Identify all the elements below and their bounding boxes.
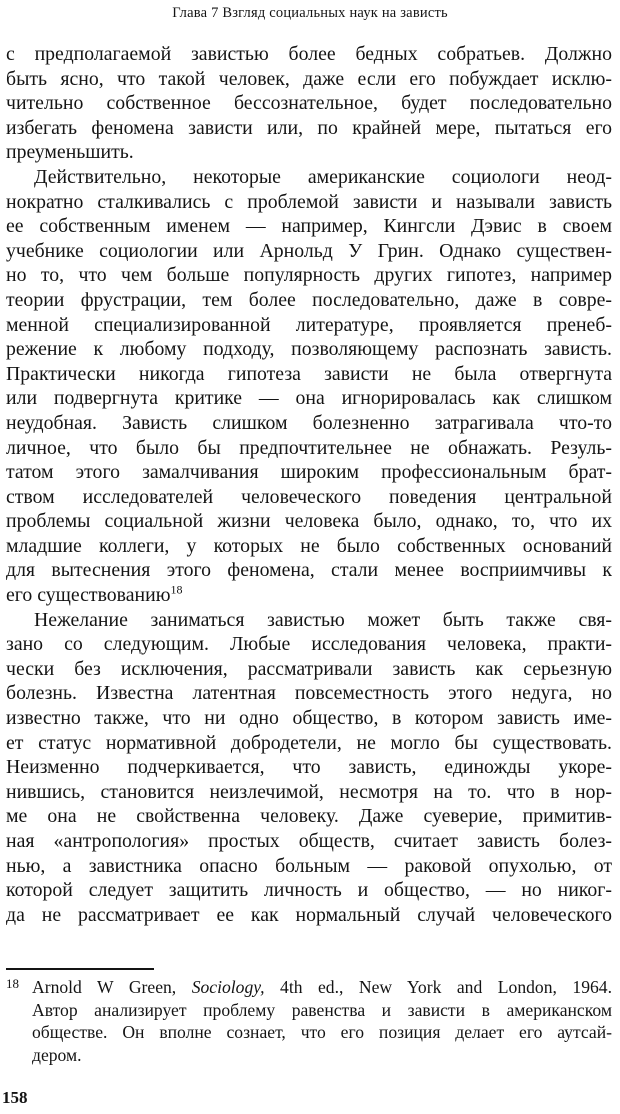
text-line: но то, что чем больше популярность других гипотез, например — [6, 264, 612, 287]
text-line: которой следует защитить личность и общество, — но никог- — [6, 879, 612, 902]
text-line: ством исследователей человеческого поведения центральной — [6, 485, 612, 508]
text-line: нократно сталкивались с проблемой зависти и называли зависть — [6, 190, 612, 213]
footnote-line: дером. — [32, 1044, 82, 1065]
paragraph-3 — [6, 608, 612, 928]
text-line: зано со следующим. Любые исследования человека, практи- — [6, 633, 612, 656]
text-line: нившись, становится неизлечимой, несмотря на то. что в нор- — [6, 780, 612, 803]
text-line: преуменьшить. — [6, 141, 134, 164]
text-line: чески без исключения, рассматривали зависть как серьезную — [6, 657, 612, 680]
text-line: Действительно, некоторые американские социологи неод- — [34, 165, 612, 188]
footnote-edition: 4th ed., New York and London, 1964. — [264, 977, 612, 997]
text-line: учебнике социологии или Арнольд У Грин. Однако существен- — [6, 239, 612, 262]
text-line: быть ясно, что такой человек, даже если его побуждает исклю- — [6, 67, 612, 90]
text-line: менной специализированной литературе, проявляется пренеб- — [6, 313, 612, 336]
text-line: или подвергнута критике — она игнорировалась как слишком — [6, 387, 612, 410]
text-line: ет статус нормативной добродетели, не могло бы существовать. — [6, 731, 612, 754]
text-line: известно также, что ни одно общество, в котором зависть име- — [6, 707, 612, 730]
text-line: ее собственным именем — например, Кингсли Дэвис в своем — [6, 215, 612, 238]
text-line: с предполагаемой завистью более бедных собратьев. Должно — [6, 43, 612, 65]
text-line: ме она не свойственна человеку. Даже суеверие, примитив- — [6, 805, 612, 828]
footnote-author: Arnold W Green, — [32, 977, 192, 997]
paragraph-1 — [6, 42, 612, 165]
footnote-title: Sociology, — [191, 977, 265, 997]
text-line: да не рассматривает ее как нормальный случай человеческого — [6, 903, 612, 926]
text-line: младшие коллеги, у которых не было собственных оснований — [6, 534, 612, 557]
page-number: 158 — [2, 1088, 28, 1107]
text-line: нью, а завистника опасно больным — раковой опухолью, от — [6, 854, 612, 877]
body-text — [6, 42, 612, 927]
footnote-mark: 18 — [6, 976, 19, 991]
footnote — [6, 976, 612, 1066]
text-line: Нежелание заниматься завистью может быть также свя- — [34, 608, 612, 631]
paragraph-2 — [6, 165, 612, 608]
text-line: теории фрустрации, тем более последовательно, даже в совре- — [6, 288, 612, 311]
text-line — [6, 583, 612, 608]
footnote-line: Автор анализирует проблему равенства и зависти в американском — [32, 999, 612, 1020]
text-line: проблемы социальной жизни человека было, однако, то, что их — [6, 510, 612, 533]
text-line: для вытеснения этого феномена, стали менее восприимчивы к — [6, 559, 612, 582]
text-line: личное, что было бы предпочтительнее не обнажать. Резуль- — [6, 436, 612, 459]
text-line: татом этого замалчивания широким профессиональным брат- — [6, 461, 612, 484]
text-line: Практически никогда гипотеза зависти не была отвергнута — [6, 362, 612, 385]
footnote-line: обществе. Он вполне сознает, что его позиция делает его аутсай- — [32, 1022, 612, 1042]
footnote-line — [6, 976, 612, 999]
text-line-content: его существованию — [6, 584, 171, 607]
text-line: болезнь. Известна латентная повсеместность этого недуга, но — [6, 682, 612, 705]
text-line: неудобная. Зависть слишком болезненно затрагивала что-то — [6, 411, 612, 434]
text-line: чительно собственное бессознательное, будет последовательно — [6, 92, 612, 115]
text-line: избегать феномена зависти или, по крайней мере, пытаться его — [6, 116, 612, 139]
running-head: Глава 7 Взгляд социальных наук на зависть — [172, 5, 448, 21]
text-line: ная «антропология» простых обществ, считает зависть болез- — [6, 830, 612, 852]
footnote-divider — [6, 968, 154, 970]
text-line: режение к любому подходу, позволяющему распознать зависть. — [6, 338, 612, 361]
text-line: Неизменно подчеркивается, что зависть, единожды укоре- — [6, 756, 612, 779]
footnote-reference[interactable]: 18 — [170, 583, 183, 597]
